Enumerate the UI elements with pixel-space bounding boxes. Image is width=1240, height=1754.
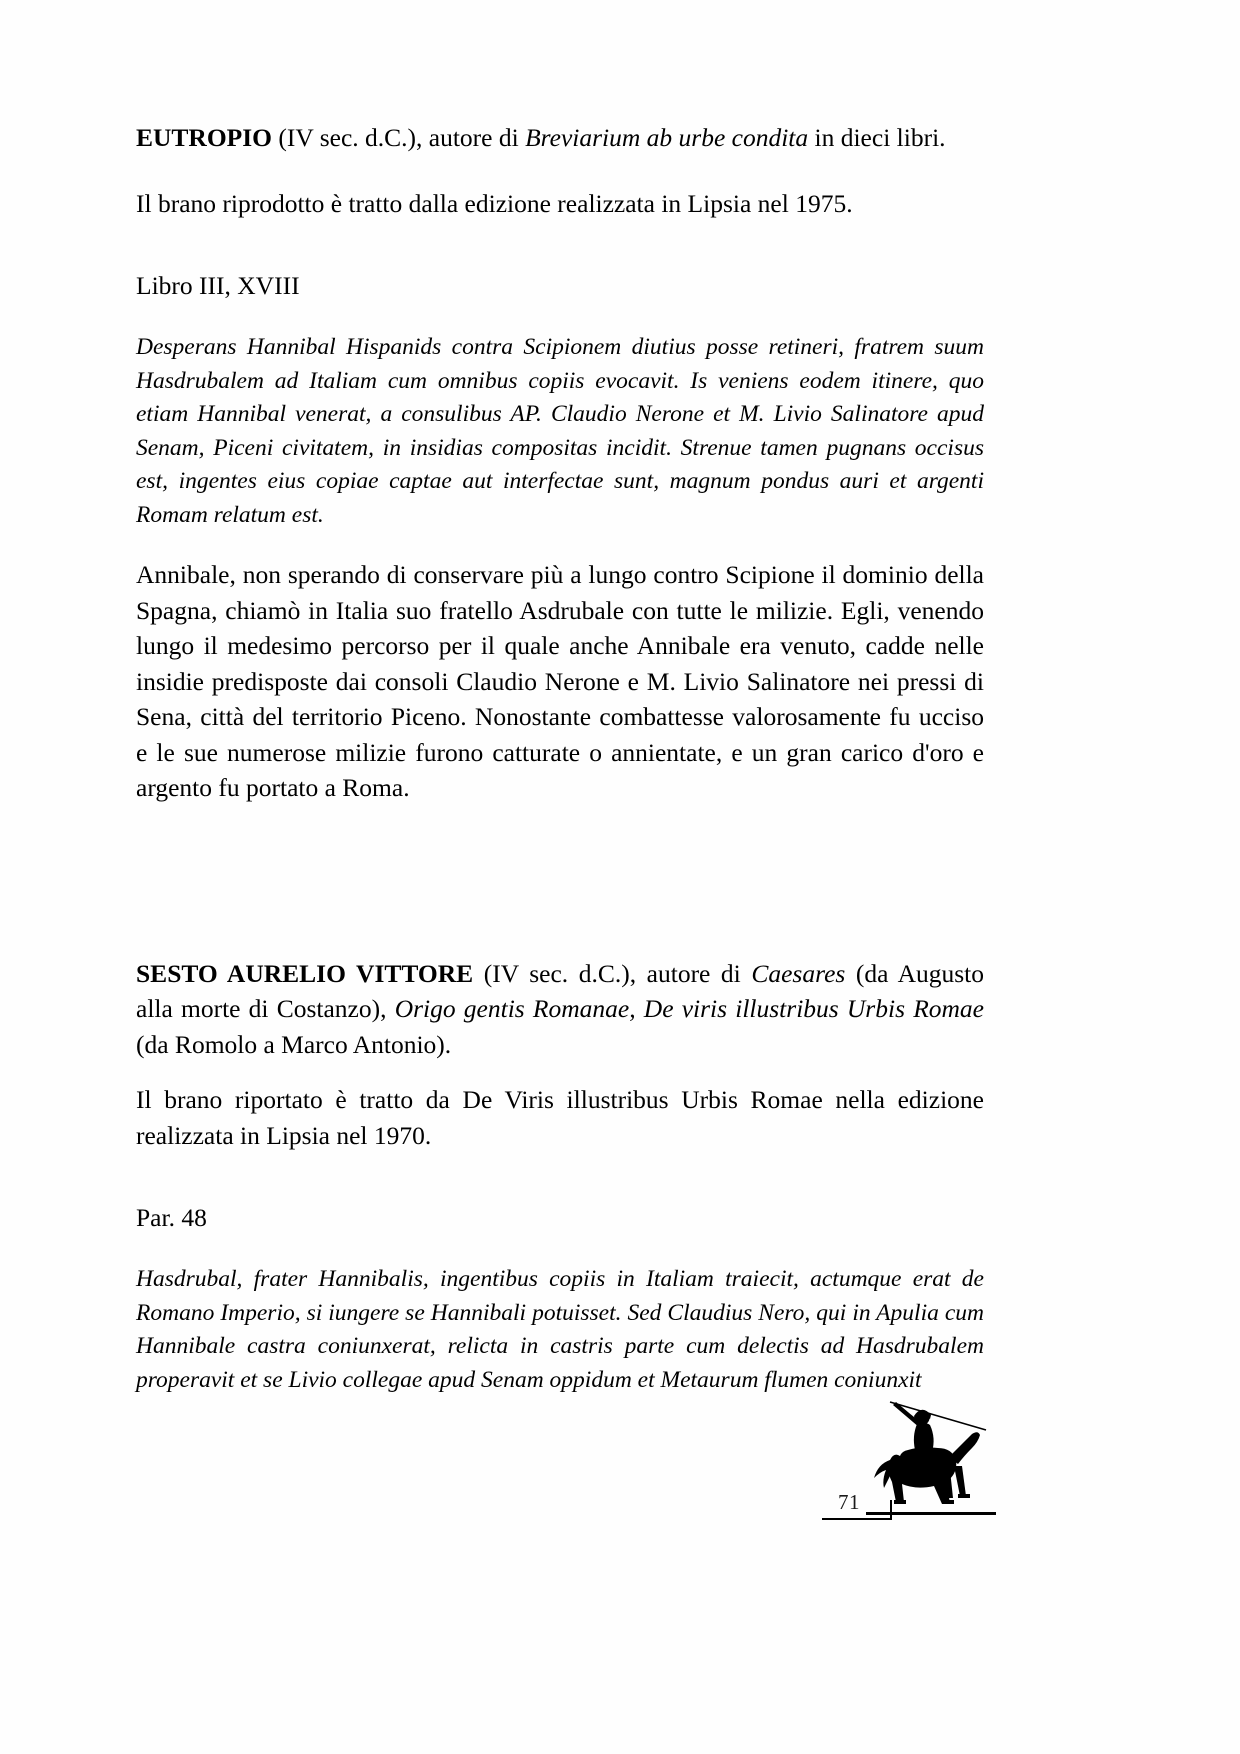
- page-number: 71: [838, 1490, 860, 1514]
- spacer: [136, 532, 984, 557]
- section-eutropio-author-line: [136, 120, 984, 156]
- author-name-sesto-aurelio-vittore: SESTO AURELIO VITTORE: [136, 958, 474, 988]
- work-title-breviarium: Breviarium ab urbe condita: [525, 123, 809, 152]
- spacer: [136, 1235, 984, 1263]
- italian-translation-eutropio: Annibale, non sperando di conservare più a lungo contro Scipione il dominio della Spagna, chiamò in Italia suo fratello Asdrubale con tutte le milizie. Egli, venendo lungo il medesimo percorso per il quale anche Annibale era venuto, cadde nelle insidie predisposte dai consoli Claudio Nerone e M. Livio Salinatore nei pressi di Sena, città del territorio Piceno. Nonostante combattesse valorosamente fu ucciso e le sue numerose milizie furono catturate o annientate, e un gran carico d'oro e argento fu portato a Roma.: [136, 560, 984, 802]
- author-name-eutropio: EUTROPIO: [136, 123, 273, 152]
- author-intro-after-2: (da Romolo a Marco Antonio).: [136, 1029, 452, 1059]
- section-break-spacer: [136, 806, 984, 956]
- spacer: [136, 303, 984, 331]
- work-title-origo-gentis: Origo gentis Romanae, De viris illustribus Urbis Romae: [394, 994, 984, 1023]
- latin-passage-aurelio: Hasdrubal, frater Hannibalis, ingentibus copiis in Italiam traiecit, actumque erat de Romano Imperio, si iungere se Hannibali potuisset. Sed Claudius Nero, qui in Apulia cum Hannibale castra coniunxerat, relicta in castris parte cum delectis ad Hasdrubalem properavit et se Livio collegae apud Senam oppidum et Metaurum flumen coniunxit: [136, 1266, 984, 1393]
- page-content: [136, 120, 984, 1397]
- author-intro-before: (IV sec. d.C.), autore di: [272, 123, 526, 152]
- edition-note-eutropio: Il brano riprodotto è tratto dalla edizione realizzata in Lipsia nel 1975.: [136, 188, 853, 218]
- section-aurelio-author-line: [136, 956, 984, 1063]
- author-intro-middle: (da Augusto alla morte di Costanzo),: [136, 958, 985, 1023]
- spacer: [136, 1062, 984, 1082]
- equestrian-statue-icon: [860, 1390, 1000, 1530]
- book-reference-par-48: Par. 48: [136, 1203, 207, 1232]
- spacer: [136, 221, 984, 269]
- author-intro-before-2: (IV sec. d.C.), autore di: [473, 958, 752, 988]
- latin-passage-eutropio: Desperans Hannibal Hispanids contra Scipionem diutius posse retineri, fratrem suum Hasdrubalem ad Italiam cum omnibus copiis evocavit. Is veniens eodem itinere, quo etiam Hannibal venerat, a consulibus AP. Claudio Nerone et M. Livio Salinatore apud Senam, Piceni civitatem, in insidias compositas incidit. Strenue tamen pugnans occisus est, ingentes eius copiae captae aut interfectae sunt, magnum pondus auri et argenti Romam relatum est.: [136, 334, 984, 528]
- author-intro-after: in dieci libri.: [808, 123, 946, 152]
- spacer: [136, 156, 984, 186]
- book-reference-libro-iii: Libro III, XVIII: [136, 271, 300, 300]
- work-title-caesares: Caesares: [751, 958, 846, 988]
- spacer: [136, 1153, 984, 1201]
- edition-note-aurelio: Il brano riportato è tratto da De Viris illustribus Urbis Romae nella edizione realizzata in Lipsia nel 1970.: [136, 1085, 984, 1150]
